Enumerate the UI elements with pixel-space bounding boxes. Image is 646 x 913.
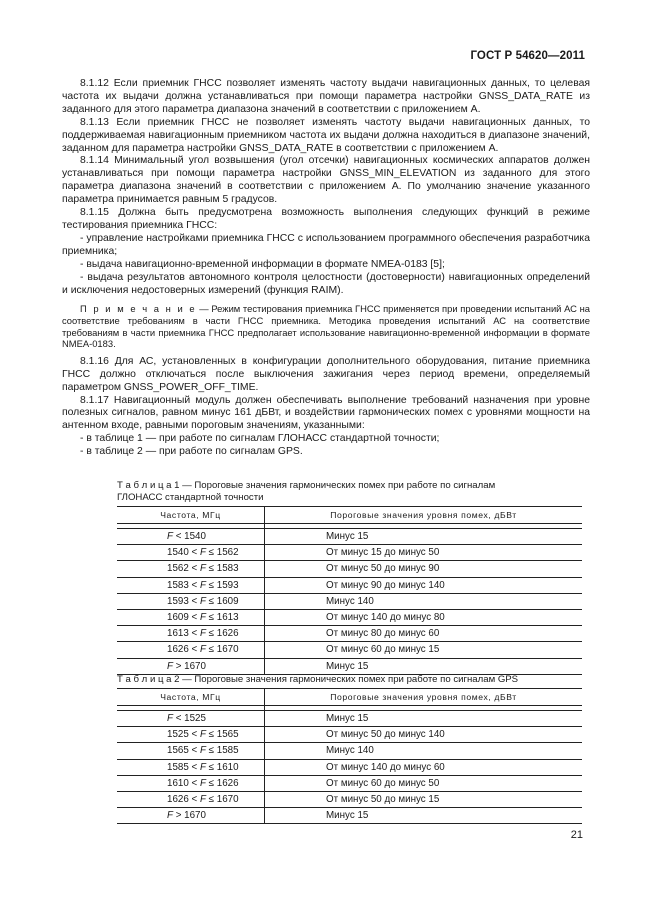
frequency-cell: 1626 < F ≤ 1670 [117, 642, 265, 658]
threshold-cell: От минус 80 до минус 60 [265, 626, 583, 642]
frequency-cell: 1610 < F ≤ 1626 [117, 775, 265, 791]
frequency-cell: 1626 < F ≤ 1670 [117, 791, 265, 807]
threshold-cell: От минус 50 до минус 140 [265, 727, 583, 743]
table2-caption [117, 674, 537, 686]
table-row [117, 626, 582, 642]
threshold-cell: Минус 15 [265, 711, 583, 727]
table-row [117, 791, 582, 807]
table2-col-threshold: Пороговые значения уровня помех, дБВт [265, 689, 583, 706]
table-row [117, 577, 582, 593]
paragraph-8-1-12: 8.1.12 Если приемник ГНСС позволяет изменять частоту выдачи навигационных данных, то целевая частота их выдачи должна устанавливаться при помощи параметра настройки GNSS_DATA_RATE из заданного для этого параметра диапазона значений в соответствии с приложением А. [62, 78, 590, 115]
note-label: П р и м е ч а н и е [80, 303, 197, 315]
table2-col-frequency: Частота, МГц [117, 689, 265, 706]
table-row [117, 759, 582, 775]
list-item: - в таблице 2 — при работе по сигналам GPS. [80, 446, 303, 458]
threshold-cell: От минус 60 до минус 50 [265, 775, 583, 791]
threshold-cell: От минус 140 до минус 80 [265, 609, 583, 625]
table1-body [117, 524, 582, 675]
body-text [62, 78, 590, 459]
table1-label: Т а б л и ц а 1 [117, 480, 180, 491]
table-row [117, 593, 582, 609]
table-row [117, 711, 582, 727]
table1-col-threshold: Пороговые значения уровня помех, дБВт [265, 507, 583, 524]
paragraph-8-1-17: 8.1.17 Навигационный модуль должен обеспечивать выполнение требований назначения при уровне полезных сигналов, равном минус 161 дБВт, и воздействии гармонических помех с уровнями мощности на антенном входе, равными пороговым значениям, указанными: [62, 394, 590, 432]
frequency-cell: 1540 < F ≤ 1562 [117, 545, 265, 561]
frequency-cell: 1609 < F ≤ 1613 [117, 609, 265, 625]
table2-caption-text: — Пороговые значения гармонических помех при работе по сигналам GPS [179, 674, 519, 685]
frequency-cell: 1613 < F ≤ 1626 [117, 626, 265, 642]
threshold-cell: От минус 50 до минус 15 [265, 791, 583, 807]
table1 [117, 506, 582, 675]
frequency-cell: F > 1670 [117, 658, 265, 674]
paragraph-8-1-15: 8.1.15 Должна быть предусмотрена возможность выполнения следующих функций в режиме тестирования приемника ГНСС: [62, 207, 590, 231]
page-number: 21 [570, 829, 583, 841]
table1-col-frequency: Частота, МГц [117, 507, 265, 524]
paragraph-8-1-13: 8.1.13 Если приемник ГНСС не позволяет изменять частоту выдачи навигационных данных, то поддерживаемая навигационным приемником частота их выдачи должна находиться в диапазоне значений, заданном для параметра настройки GNSS_DATA_RATE в соответствии с приложением А. [62, 116, 590, 154]
table-row [117, 727, 582, 743]
frequency-cell: F < 1525 [117, 711, 265, 727]
list-item: - выдача результатов автономного контроля целостности (достоверности) навигационных определений и исключения недостоверных измерений (функция RAIM). [62, 271, 590, 296]
table-row [117, 642, 582, 658]
list-item: - выдача навигационно-временной информации в формате NMEA-0183 [5]; [80, 258, 445, 270]
frequency-cell: 1525 < F ≤ 1565 [117, 727, 265, 743]
table-row [117, 561, 582, 577]
table-row [117, 775, 582, 791]
list-item: - в таблице 1 — при работе по сигналам ГЛОНАСС стандартной точности; [80, 433, 440, 445]
threshold-cell: Минус 15 [265, 658, 583, 674]
paragraph-8-1-14: 8.1.14 Минимальный угол возвышения (угол отсечки) навигационных космических аппаратов должен устанавливаться при помощи параметра настройки GNSS_MIN_ELEVATION из заданного для этого параметра диапазона значений в соответствии с приложением А. По умолчанию значение указанного параметра принимается равным 5 градусов. [62, 155, 590, 206]
table1-caption-text: — Пороговые значения гармонических помех при работе по сигналам ГЛОНАСС стандартной точности [117, 480, 496, 503]
table2-body [117, 706, 582, 824]
threshold-cell: Минус 140 [265, 743, 583, 759]
table-row [117, 743, 582, 759]
paragraph-8-1-16: 8.1.16 Для АС, установленных в конфигурации дополнительного оборудования, питание приемника ГНСС должно отключаться после выключения зажигания через период времени, определяемый параметром GNSS_POWER_OFF_TIME. [62, 355, 590, 393]
threshold-cell: Минус 15 [265, 529, 583, 545]
table-row [117, 658, 582, 674]
table1-caption [117, 480, 527, 504]
threshold-cell: От минус 50 до минус 90 [265, 561, 583, 577]
frequency-cell: 1583 < F ≤ 1593 [117, 577, 265, 593]
table-row [117, 609, 582, 625]
table2-label: Т а б л и ц а 2 [117, 674, 180, 685]
frequency-cell: F > 1670 [117, 808, 265, 824]
note [62, 303, 590, 349]
threshold-cell: От минус 140 до минус 60 [265, 759, 583, 775]
table-row [117, 529, 582, 545]
table-row [117, 545, 582, 561]
frequency-cell: 1593 < F ≤ 1609 [117, 593, 265, 609]
threshold-cell: Минус 140 [265, 593, 583, 609]
threshold-cell: От минус 60 до минус 15 [265, 642, 583, 658]
list-item: - управление настройками приемника ГНСС с использованием программного обеспечения разработчика приемника; [62, 232, 590, 257]
threshold-cell: Минус 15 [265, 808, 583, 824]
threshold-cell: От минус 90 до минус 140 [265, 577, 583, 593]
frequency-cell: 1565 < F ≤ 1585 [117, 743, 265, 759]
frequency-cell: 1585 < F ≤ 1610 [117, 759, 265, 775]
frequency-cell: F < 1540 [117, 529, 265, 545]
frequency-cell: 1562 < F ≤ 1583 [117, 561, 265, 577]
document-id: ГОСТ Р 54620—2011 [470, 50, 585, 62]
table-row [117, 808, 582, 824]
threshold-cell: От минус 15 до минус 50 [265, 545, 583, 561]
table2 [117, 688, 582, 824]
note-text: — Режим тестирования приемника ГНСС применяется при проведении испытаний АС на соответствие требованиям в части ГНСС приемника. Методика проведения испытаний АС на соответствие требованиям в части приемника ГНСС предполагает использование навигационно-временной информации в формате NMEA-0183. [62, 303, 590, 350]
